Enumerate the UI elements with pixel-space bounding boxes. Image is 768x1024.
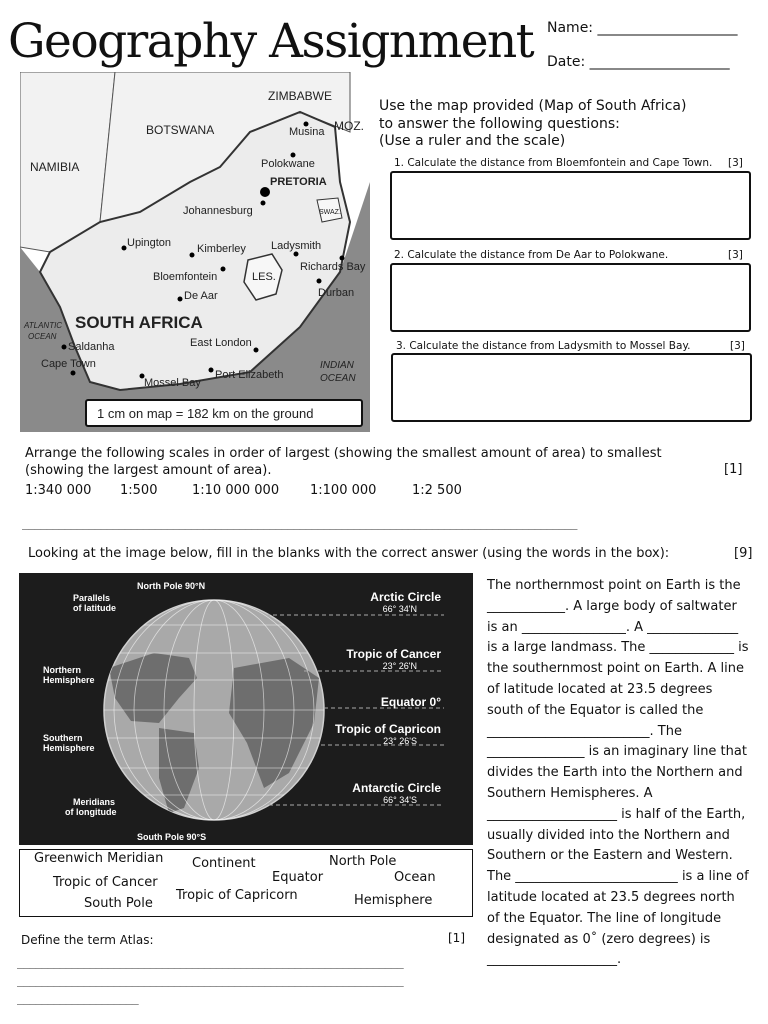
page-title: Geography Assignment bbox=[8, 14, 534, 69]
pretoria-marker bbox=[260, 187, 270, 197]
label-atlantic: ATLANTIC bbox=[24, 321, 63, 330]
label-north-pole: North Pole 90°N bbox=[137, 581, 206, 591]
label-northern-2: Hemisphere bbox=[43, 675, 95, 685]
instruction-line: to answer the following questions: bbox=[379, 115, 620, 132]
word-item: Greenwich Meridian bbox=[34, 851, 164, 866]
deg-antarctic: 66° 34'S bbox=[383, 795, 417, 805]
scales-prompt: Arrange the following scales in order of largest (showing the smallest amount of area) to smallest bbox=[25, 446, 662, 461]
scale-text: 1 cm on map = 182 km on the ground bbox=[97, 406, 314, 421]
scale-option: 1:10 000 000 bbox=[192, 483, 280, 498]
answer-box-3[interactable] bbox=[391, 353, 752, 422]
scale-option: 1:340 000 bbox=[25, 483, 92, 498]
city-marker bbox=[340, 256, 345, 261]
city-johannesburg: Johannesburg bbox=[183, 205, 253, 217]
atlas-answer-line[interactable]: ________________________________________________________________ bbox=[17, 973, 403, 987]
south-africa-map bbox=[20, 72, 370, 432]
word-item: South Pole bbox=[84, 896, 153, 911]
atlas-marks: [1] bbox=[448, 931, 465, 945]
label-namibia: NAMIBIA bbox=[30, 160, 80, 174]
answer-box-1[interactable] bbox=[390, 171, 751, 240]
label-southern: Southern bbox=[43, 733, 83, 743]
city-ladysmith: Ladysmith bbox=[271, 240, 322, 252]
word-item: Tropic of Capricorn bbox=[176, 888, 298, 903]
scale-option: 1:500 bbox=[120, 483, 158, 498]
blanks-prompt: Looking at the image below, fill in the blanks with the correct answer (using the words in the box): bbox=[28, 546, 670, 561]
label-lesotho: LES. bbox=[252, 271, 276, 283]
word-item: Equator bbox=[272, 870, 324, 885]
city-bloemfontein: Bloemfontein bbox=[153, 271, 218, 283]
name-field[interactable]: Name: ____________________ bbox=[547, 20, 738, 36]
scales-prompt-2: (showing the largest amount of area). bbox=[25, 463, 272, 478]
answer-box-2[interactable] bbox=[390, 263, 751, 332]
map-instructions bbox=[379, 98, 686, 151]
city-east-london: East London bbox=[190, 337, 252, 349]
city-marker bbox=[221, 267, 226, 272]
label-antarctic-circle: Antarctic Circle bbox=[352, 781, 441, 795]
city-de-aar: De Aar bbox=[184, 290, 218, 302]
city-mossel-bay: Mossel Bay bbox=[144, 377, 201, 389]
city-kimberley: Kimberley bbox=[197, 243, 246, 255]
word-box bbox=[19, 849, 473, 917]
scale-option: 1:100 000 bbox=[310, 483, 377, 498]
label-arctic-circle: Arctic Circle bbox=[370, 590, 441, 604]
question-3: 3. Calculate the distance from Ladysmith to Mossel Bay. bbox=[396, 340, 691, 352]
city-polokwane: Polokwane bbox=[261, 158, 315, 170]
atlas-answer-line[interactable]: ________________________________________________________________ bbox=[17, 955, 403, 969]
label-mozambique: MOZ. bbox=[334, 119, 364, 133]
label-pretoria: PRETORIA bbox=[270, 176, 327, 188]
city-port-elizabeth: Port Elizabeth bbox=[215, 369, 284, 381]
blanks-marks: [9] bbox=[734, 546, 753, 561]
label-zimbabwe: ZIMBABWE bbox=[268, 89, 333, 103]
deg-arctic: 66° 34'N bbox=[382, 604, 417, 614]
word-item: Hemisphere bbox=[354, 893, 433, 908]
city-musina: Musina bbox=[289, 126, 325, 138]
question-2: 2. Calculate the distance from De Aar to Polokwane. bbox=[394, 249, 669, 261]
city-marker bbox=[62, 345, 67, 350]
city-saldanha: Saldanha bbox=[68, 341, 115, 353]
scale-option: 1:2 500 bbox=[412, 483, 462, 498]
city-marker bbox=[209, 368, 214, 373]
city-marker bbox=[122, 246, 127, 251]
city-marker bbox=[261, 201, 266, 206]
question-1-marks: [3] bbox=[728, 157, 743, 169]
word-item: Ocean bbox=[394, 870, 436, 885]
date-field[interactable]: Date: ____________________ bbox=[547, 54, 730, 70]
deg-capricorn: 23° 26'S bbox=[383, 736, 417, 746]
city-richards-bay: Richards Bay bbox=[300, 261, 366, 273]
city-marker bbox=[317, 279, 322, 284]
label-meridians-2: of longitude bbox=[65, 807, 117, 817]
question-2-marks: [3] bbox=[728, 249, 743, 261]
label-indian-ocean: OCEAN bbox=[320, 373, 356, 384]
city-marker bbox=[190, 253, 195, 258]
city-upington: Upington bbox=[127, 237, 172, 249]
city-durban: Durban bbox=[318, 287, 355, 299]
instruction-line: Use the map provided (Map of South Africa) bbox=[379, 98, 687, 114]
city-marker bbox=[294, 252, 299, 257]
scales-answer-line[interactable]: ____________________________________________________________________________________________ bbox=[22, 516, 577, 530]
label-south-africa: SOUTH AFRICA bbox=[75, 313, 203, 332]
city-marker bbox=[254, 348, 259, 353]
label-botswana: BOTSWANA bbox=[146, 123, 215, 137]
city-cape-town: Cape Town bbox=[41, 358, 96, 370]
label-parallels-2: of latitude bbox=[73, 603, 116, 613]
word-item: Continent bbox=[192, 856, 256, 871]
deg-cancer: 23° 26'N bbox=[382, 661, 417, 671]
atlas-answer-line[interactable]: ____________________ bbox=[17, 991, 138, 1005]
label-southern-2: Hemisphere bbox=[43, 743, 95, 753]
question-1: 1. Calculate the distance from Bloemfontein and Cape Town. bbox=[394, 157, 713, 169]
label-south-pole: South Pole 90°S bbox=[137, 832, 207, 842]
fill-in-paragraph: The northernmost point on Earth is the ____________. A large body of saltwater is an ________________. A ______________ is a large landmass. The _____________ is the southernmost point on Earth. A line of latitude located at 23.5 degrees south of the Equator is called the _________________________. The _______________ is an imaginary line that divides the Earth into the Northern and Southern Hemispheres. A ____________________ is half of the Earth, usually divided into the Northern and Southern or the Eastern and Western. The _________________________ is a line of latitude located at 23.5 degrees north of the Equator. The line of longitude designated as 0˚ (zero degrees) is ____________________. bbox=[487, 578, 749, 968]
label-atlantic-ocean: OCEAN bbox=[28, 332, 57, 341]
label-parallels: Parallels bbox=[73, 593, 111, 603]
instruction-line: (Use a ruler and the scale) bbox=[379, 133, 566, 149]
label-northern: Northern bbox=[43, 665, 81, 675]
city-marker bbox=[291, 153, 296, 158]
question-3-marks: [3] bbox=[730, 340, 745, 352]
label-meridians: Meridians bbox=[73, 797, 116, 807]
word-item: Tropic of Cancer bbox=[53, 875, 158, 890]
atlas-prompt: Define the term Atlas: bbox=[21, 933, 154, 947]
city-marker bbox=[178, 297, 183, 302]
label-tropic-cancer: Tropic of Cancer bbox=[346, 647, 441, 661]
label-swaziland: SWAZ. bbox=[319, 209, 341, 216]
label-equator: Equator 0° bbox=[380, 695, 441, 709]
label-indian: INDIAN bbox=[320, 360, 354, 371]
label-tropic-capricorn: Tropic of Capricon bbox=[334, 722, 441, 736]
city-marker bbox=[71, 371, 76, 376]
scales-marks: [1] bbox=[724, 462, 743, 477]
globe-diagram bbox=[19, 573, 473, 845]
word-item: North Pole bbox=[329, 854, 397, 869]
